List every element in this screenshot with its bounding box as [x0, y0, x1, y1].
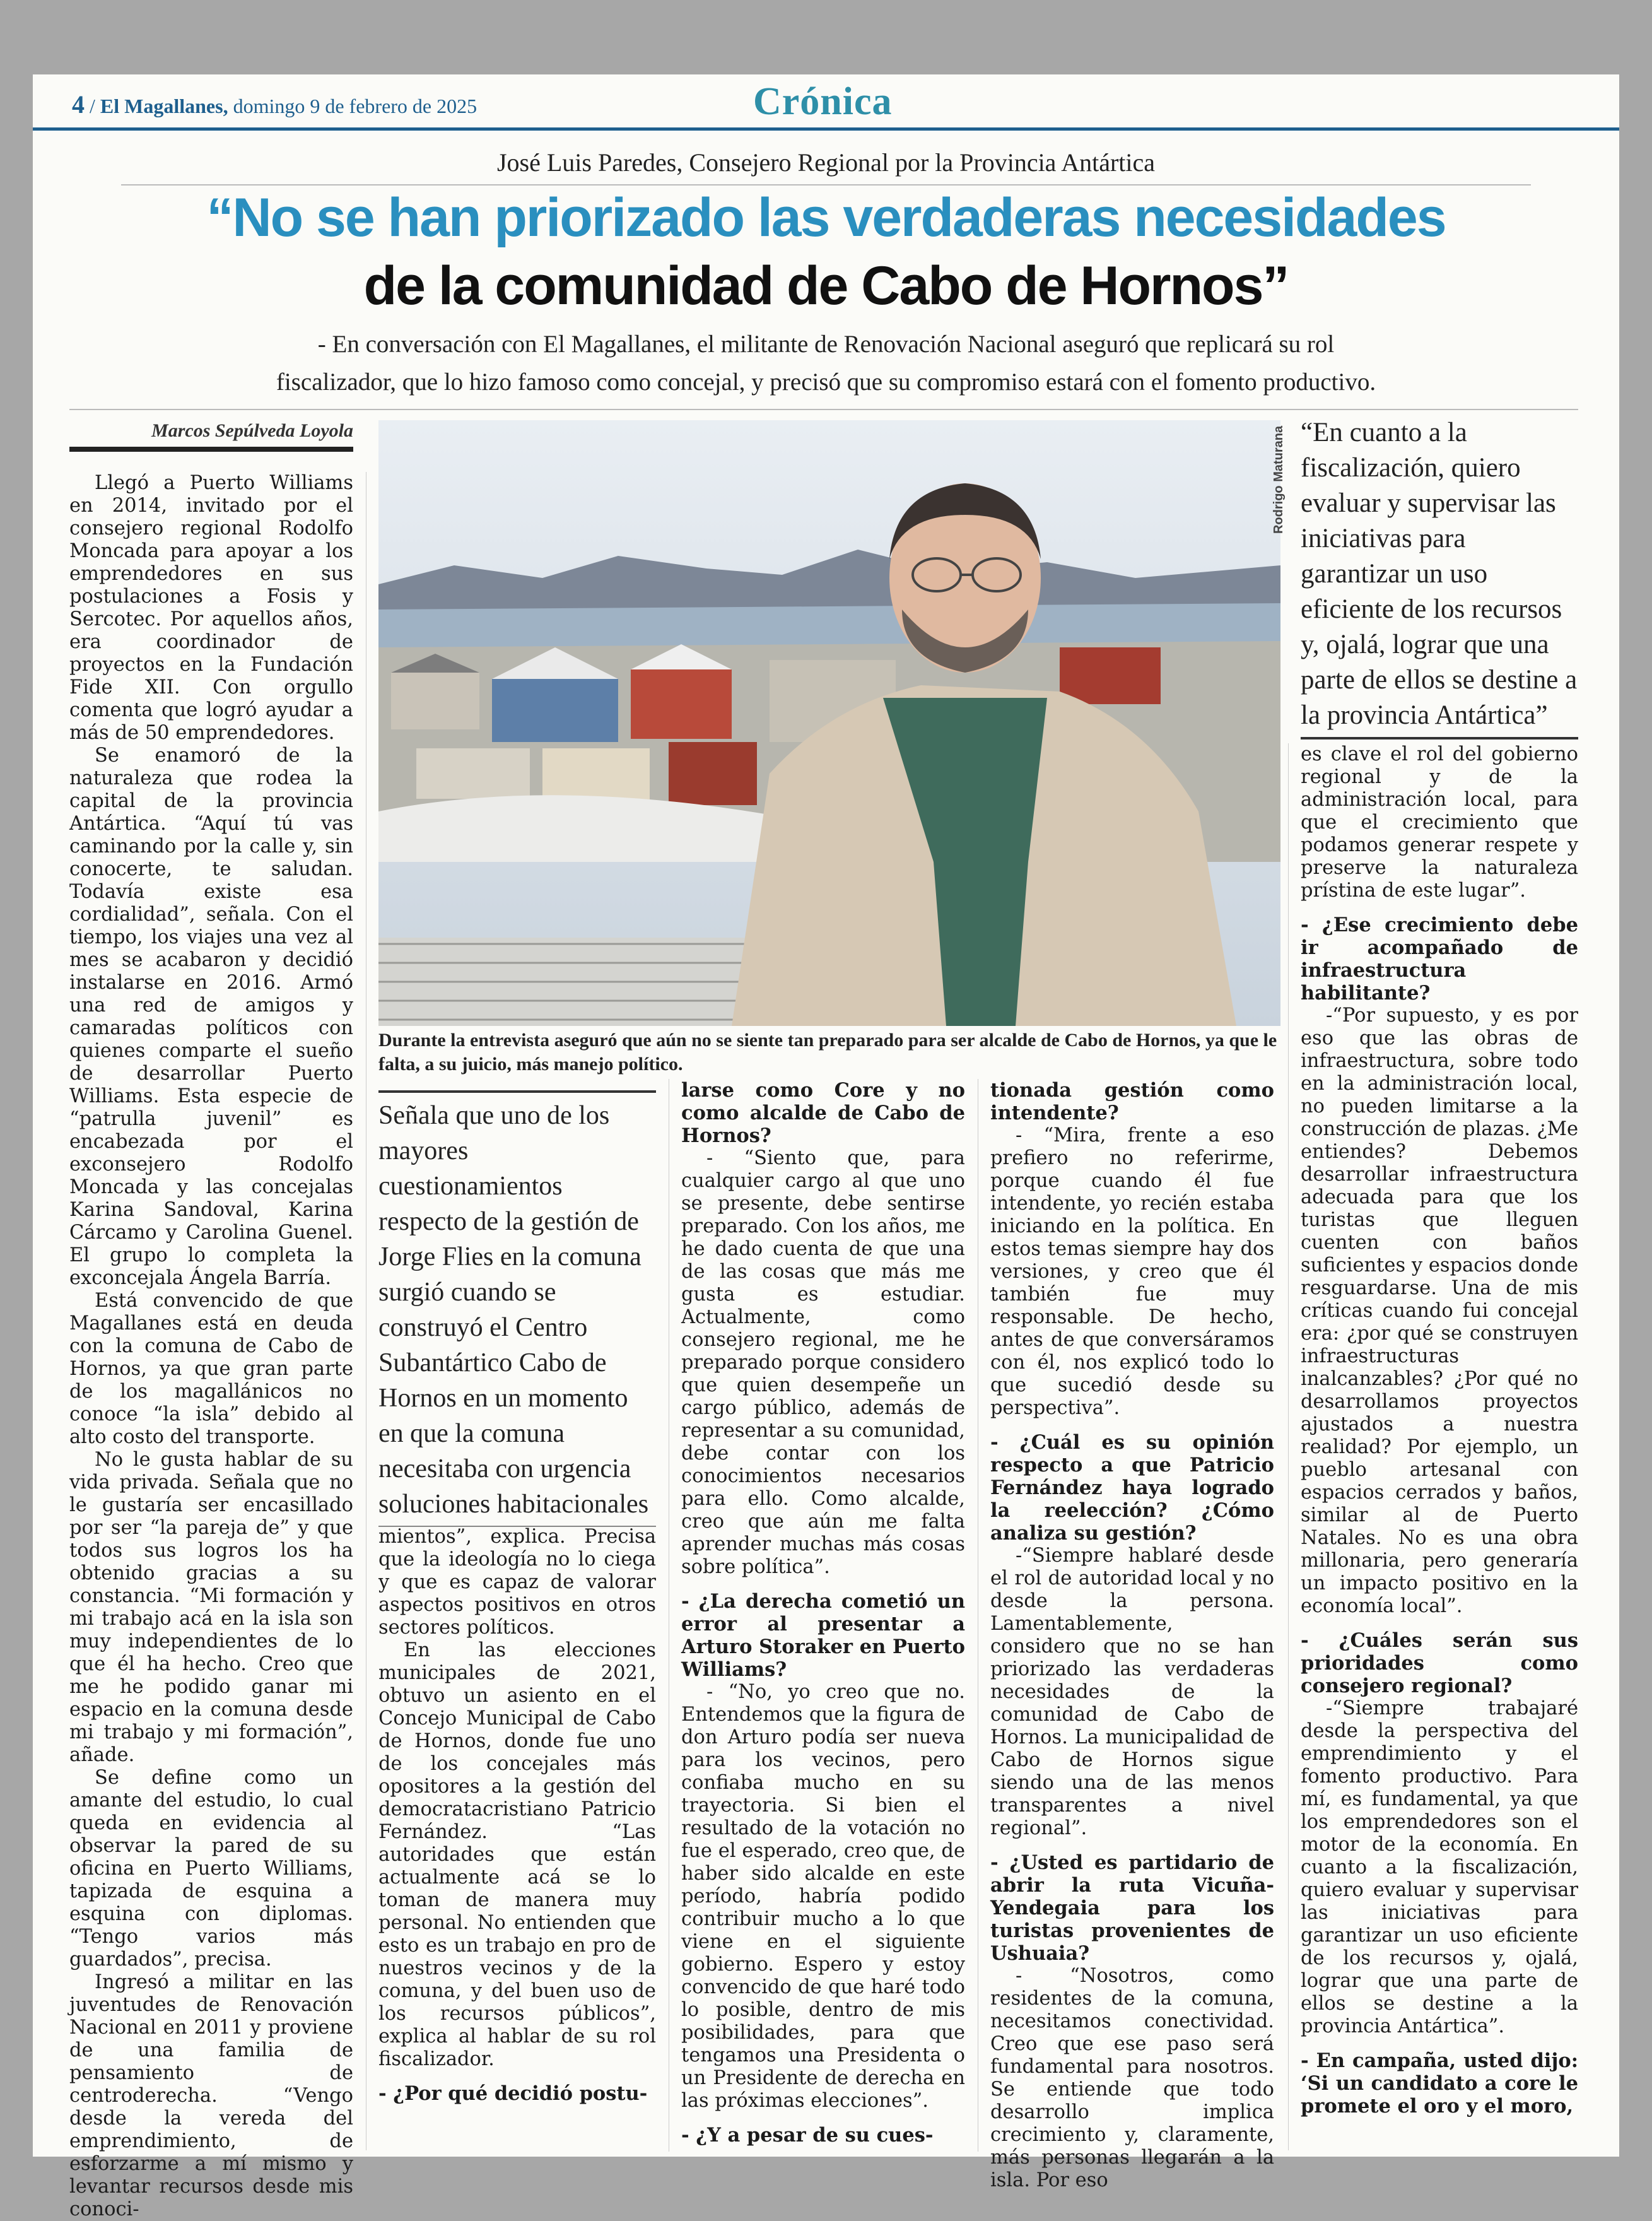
paragraph: - “Nosotros, como residentes de la comuna, necesitamos conectividad. Creo que ese paso será fundamental para nosotros. Se entiende que todo desarrollo implica crecimiento y, claramente, más personas llegarán a la isla. Por eso	[990, 1965, 1274, 2191]
newspaper-page	[33, 74, 1619, 2220]
interview-question: - ¿Usted es partidario de abrir la ruta Vicuña-Yendegaia para los turistas provenientes de Ushuaia?	[990, 1851, 1274, 1965]
dek-line-1: - En conversación con El Magallanes, el militante de Renovación Nacional aseguró que replicará su rol	[317, 331, 1335, 358]
paragraph: - “Mira, frente a eso prefiero no referirme, porque cuando él fue intendente, yo recién estaba iniciando en la política. En estos temas siempre hay dos versiones, y creo que él también fue muy responsable. De hecho, antes de que conversáramos con él, nos explicó todo lo que sucedió desde su perspectiva”.	[990, 1124, 1274, 1419]
interview-question: tionada gestión como intendente?	[990, 1079, 1274, 1124]
column-2	[378, 1526, 656, 2150]
article-photo	[378, 420, 1280, 1026]
header-rule	[33, 127, 1619, 131]
dek-rule	[69, 409, 1578, 410]
paragraph: -“Siempre hablaré desde el rol de autoridad local y no desde la persona. Lamentablemente, considero que no se han priorizado las verdaderas necesidades de la comunidad de Cabo de Hornos. La municipalidad de Cabo de Hornos sigue siendo una de las menos transparentes a nivel regional”.	[990, 1545, 1274, 1839]
paragraph: Se enamoró de la naturaleza que rodea la capital de la provincia Antártica. “Aquí tú vas caminando por la calle y, sin conocerte, te saludan. Todavía existe esa cordialidad”, señala. Con el tiempo, los viajes una vez al mes se acabaron y decidió instalarse en 2016. Armó una red de amigos y camaradas políticos con quienes comparte el sueño de desarrollar Puerto Williams. Esta especie de “patrulla juvenil” es encabezada por el exconsejero Rodolfo Moncada y las concejalas Karina Sandoval, Karina Cárcamo y Carolina Guenel. El grupo lo completa la exconcejala Ángela Barría.	[69, 745, 353, 1289]
paragraph: - “Siento que, para cualquier cargo al que uno se presente, debe sentirse preparado. Con los años, me he dado cuenta de que una de las cosas que más me gusta es estudiar. Actualmente, como consejero regional, me he preparado porque considero que quien desempeñe un cargo público, además de representar a su comunidad, debe contar con los conocimientos necesarios para ello. Como alcalde, creo que aún me falta aprender muchas más cosas sobre política”.	[681, 1147, 965, 1578]
pull-quote-left: Señala que uno de los mayores cuestionamientos respecto de la gestión de Jorge Flies en la comuna surgió cuando se construyó el Centro Subantártico Cabo de Hornos en un momento en que la comuna necesitaba con urgencia soluciones habitacionales	[378, 1090, 656, 1527]
byline: Marcos Sepúlveda Loyola	[69, 420, 353, 452]
photo-caption: Durante la entrevista aseguró que aún no se siente tan preparado para ser alcalde de Cabo de Hornos, ya que le falta, a su juicio, más manejo político.	[378, 1030, 1277, 1075]
paragraph: es clave el rol del gobierno regional y de la administración local, para que el crecimiento que podamos generar respete y preserve la naturaleza prístina de este lugar”.	[1301, 743, 1578, 902]
dek-line-2: fiscalizador, que lo hizo famoso como concejal, y precisó que su compromiso estará con el fomento productivo.	[276, 368, 1376, 396]
pull-quote-right: “En cuanto a la fiscalización, quiero evaluar y supervisar las iniciativas para garantizar un uso eficiente de los recursos y, ojalá, lograr que una parte de ellos se destine a la provincia Antártica”	[1301, 415, 1578, 739]
interview-question: - En campaña, usted dijo: ‘Si un candidato a core le promete el oro y el moro,	[1301, 2049, 1578, 2118]
paragraph: -“Siempre trabajaré desde la perspectiva del emprendimiento y el fomento productivo. Para mí, es fundamental, ya que los emprendedores son el motor de la economía. En cuanto a la fiscalización, quiero evaluar y supervisar las iniciativas para garantizar un uso eficiente de los recursos y, ojalá, lograr que una parte de ellos se destine a la provincia Antártica”.	[1301, 1697, 1578, 2037]
paragraph: No le gusta hablar de su vida privada. Señala que no le gustaría ser encasillado por ser “la pareja de” y que todos sus logros los ha obtenido gracias a su constancia. “Mi formación y mi trabajo acá en la isla son muy independientes de lo que él ha hecho. Creo que me he podido ganar mi espacio en la comuna desde mi trabajo y mi formación”, añade.	[69, 1449, 353, 1766]
paragraph: mientos”, explica. Precisa que la ideología no lo ciega y que es capaz de valorar aspectos positivos en otros sectores políticos.	[378, 1526, 656, 1639]
page-number: 4	[72, 90, 85, 119]
interview-question: larse como Core y no como alcalde de Cabo de Hornos?	[681, 1079, 965, 1147]
article-kicker: José Luis Paredes, Consejero Regional por la Provincia Antártica	[496, 148, 1156, 177]
paragraph: En las elecciones municipales de 2021, obtuvo un asiento en el Concejo Municipal de Cabo de Hornos, donde fue uno de los concejales más opositores a la gestión del democratacristiano Patricio Fernández. “Las autoridades que están actualmente acá se lo toman de manera muy personal. No entienden que esto es un trabajo en pro de nuestros vecinos y de la comuna, y del buen uso de los recursos públicos”, explica al hablar de su rol fiscalizador.	[378, 1639, 656, 2070]
paragraph: - “No, yo creo que no. Entendemos que la figura de don Arturo podía ser nueva para los vecinos, pero confiaba mucho en su trayectoria. Si bien el resultado de la votación no fue el esperado, creo que, de haber sido alcalde en este período, habría podido contribuir mucho a lo que viene en el siguiente gobierno. Espero y estoy convencido de que haré todo lo posible, dentro de mis posibilidades, para que tengamos una Presidenta o un Presidente de derecha en las próximas elecciones”.	[681, 1681, 965, 2112]
paragraph: -“Por supuesto, y es por eso que las obras de infraestructura, sobre todo en la administración local, no pueden limitarse a la construcción de plazas. ¿Me entiendes? Debemos desarrollar infraestructura adecuada para que los turistas que lleguen cuenten con baños suficientes y espacios donde resguardarse. Una de mis críticas cuando fui concejal era: ¿por qué se construyen infraestructuras inalcanzables? ¿Por qué no desarrollamos proyectos ajustados a nuestra realidad? Por ejemplo, un pueblo artesanal con espacios cerrados y baños, similar al de Puerto Natales. No es una obra millonaria, pero generaría un impacto positivo en la economía local”.	[1301, 1004, 1578, 1617]
column-divider	[1288, 743, 1289, 2150]
photo-credit: Rodrigo Maturana	[1272, 425, 1286, 534]
column-4	[990, 1079, 1274, 2191]
newspaper-name: El Magallanes,	[100, 95, 228, 117]
paragraph: Llegó a Puerto Williams en 2014, invitado por el consejero regional Rodolfo Moncada para apoyar a los emprendedores en sus postulaciones a Fosis y Sercotec. Por aquellos años, era coordinador de proyectos en la Fundación Fide XII. Con orgullo comenta que logró ayudar a más de 50 emprendedores.	[69, 472, 353, 744]
column-5	[1301, 743, 1578, 2150]
section-title: Crónica	[753, 80, 893, 123]
issue-date: domingo 9 de febrero de 2025	[233, 95, 477, 117]
kicker-rule	[121, 184, 1531, 186]
paragraph: Ingresó a militar en las juventudes de Renovación Nacional en 2011 y proviene de una familia de pensamiento de centroderecha. “Vengo desde la vereda del emprendimiento, de esforzarme a mí mismo y levantar recursos desde mis conoci-	[69, 1971, 353, 2220]
column-1	[69, 472, 353, 2220]
article-dek	[190, 326, 1462, 401]
column-3	[681, 1079, 965, 2152]
interview-question: - ¿Cuál es su opinión respecto a que Patricio Fernández haya logrado la reelección? ¿Cómo analiza su gestión?	[990, 1431, 1274, 1545]
interview-question: - ¿Ese crecimiento debe ir acompañado de infraestructura habilitante?	[1301, 914, 1578, 1004]
paragraph: Se define como un amante del estudio, lo cual queda en evidencia al observar la pared de su oficina en Puerto Williams, tapizada de esquina a esquina con diplomas. “Tengo varios más guardados”, precisa.	[69, 1767, 353, 1971]
headline-line-1: “No se han priorizado las verdaderas necesidades	[206, 187, 1446, 248]
interview-question: - ¿Por qué decidió postu-	[378, 2082, 648, 2105]
paragraph: Está convencido de que Magallanes está en deuda con la comuna de Cabo de Hornos, ya que gran parte de los magallánicos no conoce “la isla” debido al alto costo del transporte.	[69, 1290, 353, 1448]
photo-illustration	[378, 420, 1280, 1026]
interview-question: - ¿Cuáles serán sus prioridades como consejero regional?	[1301, 1629, 1578, 1697]
headline-line-2: de la comunidad de Cabo de Hornos”	[363, 256, 1289, 316]
interview-question: - ¿La derecha cometió un error al presentar a Arturo Storaker en Puerto Williams?	[681, 1590, 965, 1681]
folio-separator: /	[90, 95, 95, 117]
page-folio	[72, 90, 477, 119]
interview-question: - ¿Y a pesar de su cues-	[681, 2124, 934, 2147]
